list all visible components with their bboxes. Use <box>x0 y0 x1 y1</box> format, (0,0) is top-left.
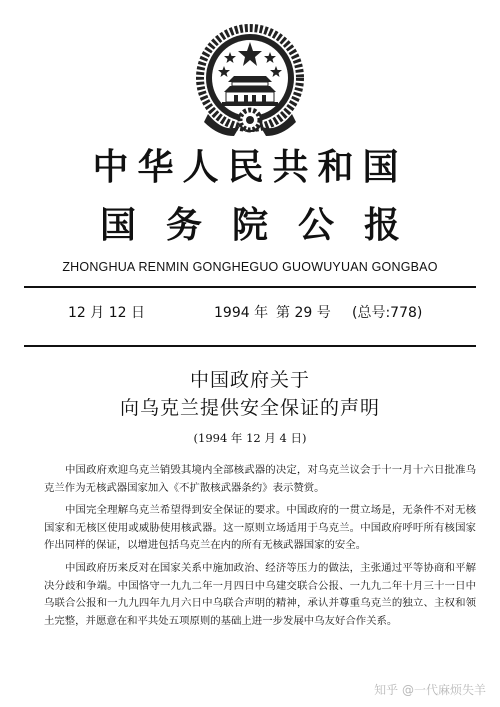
national-emblem-icon <box>194 22 306 140</box>
bottom-divider <box>24 345 476 347</box>
top-divider <box>24 286 476 288</box>
issue-date: 12 月 12 日 <box>68 305 145 321</box>
document-title-line1: 中国政府关于 <box>189 369 310 391</box>
document-title-line2: 向乌克兰提供安全保证的声明 <box>119 397 380 419</box>
masthead-title-line2: 国务院公报 <box>99 205 430 246</box>
body-paragraph: 中国完全理解乌克兰希望得到安全保证的要求。中国政府的一贯立场是，无条件不对无核国家和无核区使用或威胁使用核武器。这一原则立场适用于乌克兰。中国政府呼吁所有核国家作出同样的保证，以增进包括乌克兰在内的所有无核武器国家的安全。 <box>44 504 476 552</box>
issue-total-number: (总号:778) <box>352 305 423 321</box>
issue-year: 1994 年 <box>214 305 269 321</box>
masthead-title-line1: 中华人民共和国 <box>92 147 408 188</box>
masthead-pinyin: ZHONGHUA RENMIN GONGHEGUO GUOWUYUAN GONGBAO <box>62 260 438 274</box>
issue-number: 第 29 号 <box>276 305 331 321</box>
document-date: (1994 年 12 月 4 日) <box>193 431 307 445</box>
source-watermark: 知乎 @一代麻烦失羊 <box>374 683 486 697</box>
body-paragraph: 中国政府历来反对在国家关系中施加政治、经济等压力的做法，主张通过平等协商和平解决分歧和争端。中国恪守一九九二年一月四日中乌建交联合公报、一九九二年十月三十一日中乌联合公报和一九九四年九月六日中乌联合声明的精神，承认并尊重乌克兰的独立、主权和领土完整，并愿意在和平共处五项原则的基础上进一步发展中乌友好合作关系。 <box>44 561 476 627</box>
body-paragraph: 中国政府欢迎乌克兰销毁其境内全部核武器的决定，对乌克兰议会于十一月十六日批准乌克兰作为无核武器国家加入《不扩散核武器条约》表示赞赏。 <box>44 464 476 494</box>
document-body <box>44 462 476 635</box>
